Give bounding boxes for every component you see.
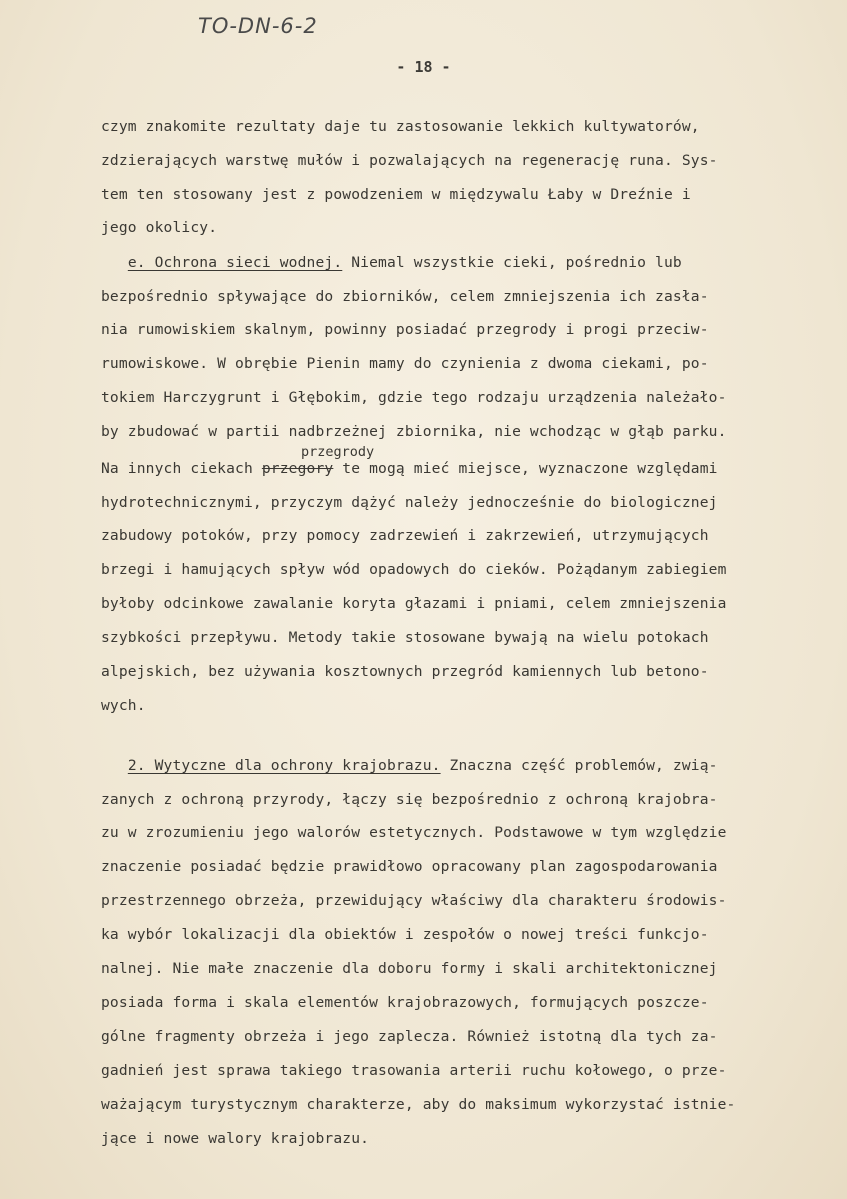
text-line: hydrotechnicznymi, przyczym dążyć należy jednocześnie do biologicznej	[101, 494, 718, 511]
section-e-first-line	[101, 253, 831, 273]
text-line: ka wybór lokalizacji dla obiektów i zespołów o nowej treści funkcjo-	[101, 926, 709, 943]
text-line: wych.	[101, 697, 146, 714]
text-line: bezpośrednio spływające do zbiorników, celem zmniejszenia ich zasła-	[101, 288, 709, 305]
text-line: tokiem Harczygrunt i Głębokim, gdzie tego rodzaju urządzenia należało-	[101, 389, 727, 406]
text-line: nia rumowiskiem skalnym, powinny posiadać przegrody i progi przeciw-	[101, 321, 709, 338]
handwritten-reference: TO-DN-6-2	[198, 14, 318, 38]
text-line: znaczenie posiadać będzie prawidłowo opracowany plan zagospodarowania	[101, 858, 718, 875]
text-line: posiada forma i skala elementów krajobrazowych, formujących poszcze-	[101, 994, 709, 1011]
text-line: czym znakomite rezultaty daje tu zastosowanie lekkich kultywatorów,	[101, 118, 700, 135]
section-2-first-line	[101, 756, 831, 776]
text-line: by zbudować w partii nadbrzeżnej zbiornika, nie wchodząc w głąb parku.	[101, 423, 727, 440]
text-line: tem ten stosowany jest z powodzeniem w międzywalu Łaby w Dreźnie i	[101, 186, 691, 203]
section-heading-2: 2. Wytyczne dla ochrony krajobrazu.	[127, 757, 441, 774]
text-line: nalnej. Nie małe znaczenie dla doboru formy i skali architektonicznej	[101, 960, 718, 977]
text-line: byłoby odcinkowe zawalanie koryta głazami i pniami, celem zmniejszenia	[101, 595, 727, 612]
text-line: przestrzennego obrzeża, przewidujący właściwy dla charakteru środowis-	[101, 892, 727, 909]
text-line: zdzierających warstwę mułów i pozwalających na regenerację runa. Sys-	[101, 152, 718, 169]
text-line: szybkości przepływu. Metody takie stosowane bywają na wielu potokach	[101, 629, 709, 646]
struck-text-line	[101, 459, 831, 479]
text-line: brzegi i hamujących spływ wód opadowych do cieków. Pożądanym zabiegiem	[101, 561, 727, 578]
handwritten-insertion: przegrody	[301, 444, 375, 460]
section-2-text: Znaczna część problemów, zwią-	[440, 757, 718, 774]
struck-line-end: te mogą mieć miejsce, wyznaczone względami	[333, 460, 718, 477]
struck-line-start: Na innych ciekach	[101, 460, 262, 477]
page-number: - 18 -	[396, 58, 451, 76]
text-line: zanych z ochroną przyrody, łączy się bezpośrednio z ochroną krajobra-	[101, 791, 718, 808]
text-line: jego okolicy.	[101, 219, 218, 236]
text-line: ważającym turystycznym charakterze, aby do maksimum wykorzystać istnie-	[101, 1096, 736, 1113]
text-line: gadnień jest sprawa takiego trasowania arterii ruchu kołowego, o prze-	[101, 1062, 727, 1079]
text-line: zabudowy potoków, przy pomocy zadrzewień i zakrzewień, utrzymujących	[101, 527, 709, 544]
struck-word: przegory	[261, 460, 334, 477]
text-line: zu w zrozumieniu jego walorów estetycznych. Podstawowe w tym względzie	[101, 824, 727, 841]
section-heading-e: e. Ochrona sieci wodnej.	[127, 254, 343, 271]
text-line: rumowiskowe. W obrębie Pienin mamy do czynienia z dwoma ciekami, po-	[101, 355, 709, 372]
text-line: jące i nowe walory krajobrazu.	[101, 1130, 370, 1147]
text-line: gólne fragmenty obrzeża i jego zaplecza. Również istotną dla tych za-	[101, 1028, 718, 1045]
text-line: alpejskich, bez używania kosztownych przegród kamiennych lub betono-	[101, 663, 709, 680]
section-e-text: Niemal wszystkie cieki, pośrednio lub	[342, 254, 682, 271]
